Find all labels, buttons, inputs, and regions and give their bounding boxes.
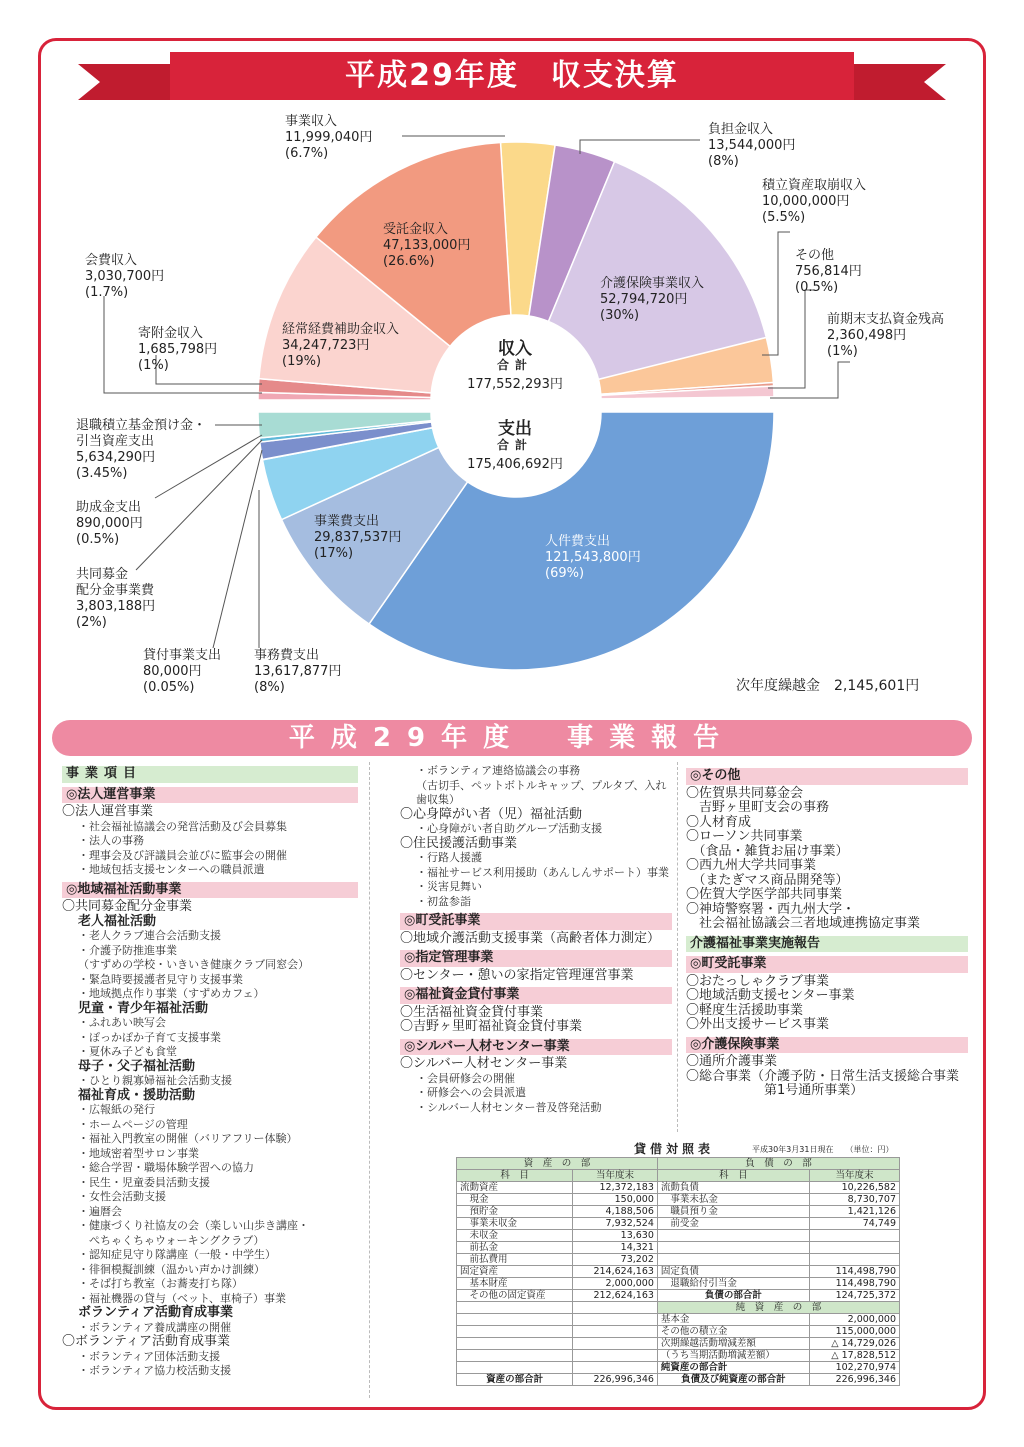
- table-cell: 226,996,346: [809, 1374, 899, 1386]
- list-item: ・遍暦会: [78, 1204, 122, 1218]
- table-cell: 前受金: [657, 1218, 809, 1230]
- list-item: ・会員研修会の開催: [416, 1071, 515, 1085]
- table-cell: [657, 1254, 809, 1266]
- list-item: ・福祉入門教室の開催（バリアフリー体験）: [78, 1132, 298, 1145]
- table-cell: 73,202: [573, 1254, 658, 1266]
- table-cell: 預貯金: [457, 1206, 573, 1218]
- table-cell: 純 資 産 の 部: [657, 1302, 899, 1314]
- table-cell: [457, 1338, 573, 1350]
- table-cell: △ 17,828,512: [809, 1350, 899, 1362]
- table-cell: [809, 1230, 899, 1242]
- table-cell: [457, 1326, 573, 1338]
- table-row: [457, 1230, 900, 1242]
- table-cell: [573, 1338, 658, 1350]
- section-heading: ◎福祉資金貸付事業: [400, 987, 672, 1004]
- table-cell: 固定負債: [657, 1266, 809, 1278]
- income-label-jutaku: 受託金収入 47,133,000円 (26.6%): [383, 222, 471, 269]
- report-column-3: [686, 764, 968, 1099]
- list-item: ・ボランティア協力校活動支援: [78, 1364, 232, 1377]
- income-center-title: 収入: [498, 339, 532, 359]
- table-cell: [457, 1350, 573, 1362]
- table-cell: [657, 1242, 809, 1254]
- table-cell: [573, 1314, 658, 1326]
- table-cell: 職員預り金: [657, 1206, 809, 1218]
- list-item: ・ひとり親寡婦福祉会活動支援: [78, 1074, 232, 1087]
- section-heading: ◎町受託事業: [400, 913, 672, 930]
- table-cell: その他の固定資産: [457, 1290, 573, 1302]
- list-item: ・健康づくり社協友の会（楽しい山歩き講座・: [78, 1219, 309, 1232]
- list-item: ・地域包括支援センターへの職員派遣: [78, 863, 265, 876]
- list-item: （古切手、ペットボトルキャップ、プルタブ、入れ歯収集）: [416, 778, 667, 806]
- table-header-row: [457, 1158, 900, 1170]
- list-item: 福祉育成・援助活動: [78, 1087, 196, 1103]
- income-label-sonota: その他 756,814円 (0.5%): [795, 248, 862, 295]
- list-item: ボランティア活動育成事業: [78, 1305, 233, 1320]
- column-header: 科 目: [457, 1170, 573, 1182]
- table-cell: 4,188,506: [573, 1206, 658, 1218]
- assets-header: 資 産 の 部: [457, 1158, 658, 1170]
- list-item: 〇地域介護活動支援事業（高齢者体力測定）: [400, 930, 661, 946]
- expense-center-title: 支出: [498, 419, 532, 439]
- report-column-2: [400, 764, 672, 1115]
- carryover: 次年度繰越金 2,145,601円: [736, 678, 920, 694]
- list-item: 〇佐賀県共同募金会: [686, 785, 804, 801]
- page-title: 平成29年度 収支決算: [170, 52, 854, 100]
- expense-total: 175,406,692円: [467, 457, 563, 472]
- section-heading: ◎指定管理事業: [400, 950, 672, 967]
- list-item: ・地域密着型サロン事業: [78, 1146, 199, 1160]
- expense-label-jinkenhi: 人件費支出 121,543,800円 (69%): [545, 534, 641, 581]
- table-cell: 8,730,707: [809, 1194, 899, 1206]
- list-item: 〇神埼警察署・西九州大学・: [686, 901, 856, 917]
- liabilities-header: 負 債 の 部: [657, 1158, 899, 1170]
- income-total: 177,552,293円: [467, 377, 563, 392]
- list-item: 母子・父子福祉活動: [78, 1058, 196, 1074]
- balance-sheet-title: 貸借対照表: [634, 1142, 715, 1156]
- balance-sheet-table: [456, 1157, 900, 1386]
- list-item: ・そば打ち教室（お蕎麦打ち隊）: [78, 1277, 243, 1290]
- table-row: [457, 1314, 900, 1326]
- list-item: ・福祉機器の貸与（ベット、車椅子）事業: [78, 1291, 287, 1305]
- section-heading: 事業項目: [62, 766, 358, 783]
- list-item: 〇西九州大学共同事業: [686, 858, 817, 873]
- list-item: ・ホームページの管理: [78, 1117, 188, 1131]
- list-item: ・災害見舞い: [416, 880, 482, 893]
- table-row: [457, 1290, 900, 1302]
- list-item: ・民生・児童委員活動支援: [78, 1175, 210, 1189]
- table-cell: 流動負債: [657, 1182, 809, 1194]
- table-cell: [457, 1314, 573, 1326]
- table-cell: 13,630: [573, 1230, 658, 1242]
- table-cell: 1,421,126: [809, 1206, 899, 1218]
- table-cell: 102,270,974: [809, 1362, 899, 1374]
- list-item: （またぎマス商品開発等）: [686, 872, 849, 888]
- income-label-kaihi: 会費収入 3,030,700円 (1.7%): [85, 253, 165, 300]
- expense-label-jimuhi: 事務費支出 13,617,877円 (8%): [254, 648, 342, 695]
- list-item: 〇おたっしゃクラブ事業: [686, 973, 830, 989]
- table-row: [457, 1254, 900, 1266]
- table-cell: 114,498,790: [809, 1266, 899, 1278]
- table-cell: 事業未払金: [657, 1194, 809, 1206]
- list-item: ・夏休み子ども食堂: [78, 1045, 177, 1058]
- table-cell: [809, 1254, 899, 1266]
- list-item: ・広報紙の発行: [78, 1103, 155, 1116]
- list-item: 〇人材育成: [686, 814, 752, 830]
- list-item: 吉野ヶ里町支会の事務: [686, 800, 830, 815]
- list-item: ・ぽっかぽか子育て支援事業: [78, 1030, 221, 1044]
- table-cell: 150,000: [573, 1194, 658, 1206]
- list-item: 〇センター・憩いの家指定管理運営事業: [400, 967, 634, 983]
- table-row: [457, 1194, 900, 1206]
- table-row: [457, 1362, 900, 1374]
- list-item: 〇法人運営事業: [62, 804, 154, 819]
- list-item: 〇通所介護事業: [686, 1054, 778, 1069]
- section-heading: 介護福祉事業実施報告: [686, 936, 968, 953]
- expense-label-josei: 助成金支出 890,000円 (0.5%): [76, 500, 143, 547]
- expense-sum-label: 合計: [496, 438, 533, 452]
- income-label-hojo: 経常経費補助金収入 34,247,723円 (19%): [282, 322, 400, 369]
- list-item: ・介護予防推進事業: [78, 943, 177, 957]
- table-cell: 124,725,372: [809, 1290, 899, 1302]
- list-item: ・老人クラブ連合会活動支援: [78, 929, 221, 942]
- table-cell: 資産の部合計: [457, 1374, 573, 1386]
- list-item: ・地域拠点作り事業（すずめカフェ）: [78, 987, 265, 1000]
- list-item: 〇心身障がい者（児）福祉活動: [400, 806, 583, 822]
- list-item: ・ボランティア連絡協議会の事務: [416, 764, 581, 777]
- list-item: ・ふれあい映写会: [78, 1016, 166, 1029]
- table-cell: 流動資産: [457, 1182, 573, 1194]
- table-cell: [457, 1302, 573, 1314]
- income-label-kaigo: 介護保険事業収入 52,794,720円 (30%): [600, 276, 705, 323]
- list-item: 〇外出支援サービス事業: [686, 1017, 830, 1032]
- list-item: （食品・雑貨お届け事業）: [686, 843, 849, 859]
- table-cell: 2,000,000: [809, 1314, 899, 1326]
- section-heading: ◎その他: [686, 768, 968, 785]
- income-label-futankin: 負担金収入 13,544,000円 (8%): [708, 122, 796, 169]
- table-row: [457, 1326, 900, 1338]
- list-item: 〇シルバー人材センター事業: [400, 1056, 568, 1071]
- list-item: ・研修会への会員派遣: [416, 1086, 526, 1099]
- list-item: ・シルバー人材センター普及啓発活動: [416, 1100, 602, 1114]
- section-heading: ◎町受託事業: [686, 956, 968, 973]
- table-cell: 事業未収金: [457, 1218, 573, 1230]
- expense-label-taishoku: 退職積立基金預け金・ 引当資産支出 5,634,290円 (3.45%): [76, 418, 207, 481]
- list-item: 〇ボランティア活動育成事業: [62, 1334, 230, 1349]
- table-cell: 74,749: [809, 1218, 899, 1230]
- table-cell: [573, 1362, 658, 1374]
- list-item: ・行路人援護: [416, 851, 482, 864]
- list-item: ・女性会活動支援: [78, 1190, 166, 1203]
- table-row: [457, 1182, 900, 1194]
- list-item: ・認知症見守り隊講座（一般・中学生）: [78, 1248, 276, 1261]
- income-sum-label: 合計: [496, 358, 533, 372]
- table-cell: 負債及び純資産の部合計: [657, 1374, 809, 1386]
- list-item: ・ボランティア団体活動支援: [78, 1349, 221, 1363]
- table-cell: 基本金: [657, 1314, 809, 1326]
- list-item: ぺちゃくちゃウォーキングクラブ）: [78, 1233, 265, 1247]
- expense-label-kashitsuke: 貸付事業支出 80,000円 (0.05%): [143, 648, 222, 695]
- table-cell: 負債の部合計: [657, 1290, 809, 1302]
- list-item: 〇住民援護活動事業: [400, 835, 518, 851]
- table-cell: [457, 1362, 573, 1374]
- income-label-zenki: 前期末支払資金残高 2,360,498円 (1%): [827, 312, 945, 359]
- list-item: 〇吉野ヶ里町福祉資金貸付事業: [400, 1019, 583, 1034]
- column-divider: [677, 762, 678, 1132]
- list-item: ・総合学習・職場体験学習への協力: [78, 1161, 254, 1174]
- list-item: 〇軽度生活援助事業: [686, 1002, 804, 1018]
- table-cell: [573, 1326, 658, 1338]
- list-item: 児童・青少年福祉活動: [78, 1000, 209, 1016]
- list-item: 〇総合事業（介護予防・日常生活支援総合事業: [686, 1068, 960, 1084]
- list-item: ・法人の事務: [78, 834, 144, 847]
- table-header-row: [457, 1170, 900, 1182]
- table-cell: 2,000,000: [573, 1278, 658, 1290]
- table-row: [457, 1266, 900, 1278]
- table-cell: 固定資産: [457, 1266, 573, 1278]
- table-cell: △ 14,729,026: [809, 1338, 899, 1350]
- table-cell: 226,996,346: [573, 1374, 658, 1386]
- table-cell: 10,226,582: [809, 1182, 899, 1194]
- table-row: [457, 1206, 900, 1218]
- table-cell: 未収金: [457, 1230, 573, 1242]
- list-item: 第1号通所事業）: [686, 1083, 864, 1098]
- table-row: [457, 1242, 900, 1254]
- table-row: [457, 1302, 900, 1314]
- list-item: 〇共同募金配分金事業: [62, 899, 193, 914]
- table-cell: 214,624,163: [573, 1266, 658, 1278]
- column-header: 当年度末: [573, 1170, 658, 1182]
- list-item: ・初盆参詣: [416, 894, 471, 908]
- balance-sheet-date: 平成30年3月31日現在 （単位：円）: [752, 1145, 894, 1154]
- table-cell: 115,000,000: [809, 1326, 899, 1338]
- table-cell: 現金: [457, 1194, 573, 1206]
- column-header: 科 目: [657, 1170, 809, 1182]
- table-cell: その他の積立金: [657, 1326, 809, 1338]
- section-heading: ◎介護保険事業: [686, 1037, 968, 1054]
- list-item: 社会福祉協議会三者地域連携協定事業: [686, 916, 921, 931]
- table-cell: [809, 1242, 899, 1254]
- list-item: 〇佐賀大学医学部共同事業: [686, 887, 843, 902]
- table-row: [457, 1278, 900, 1290]
- list-item: 〇ローソン共同事業: [686, 829, 803, 844]
- section-heading: ◎地域福祉活動事業: [62, 882, 358, 899]
- table-cell: [573, 1302, 658, 1314]
- list-item: ・緊急時要援護者見守り支援事業: [78, 972, 243, 986]
- list-item: 〇地域活動支援センター事業: [686, 988, 855, 1003]
- report-column-1: [62, 764, 358, 1379]
- table-cell: [573, 1350, 658, 1362]
- list-item: ・心身障がい者自助グループ活動支援: [416, 822, 603, 835]
- table-row: [457, 1350, 900, 1362]
- list-item: ・理事会及び評議員会並びに監事会の開催: [78, 848, 287, 862]
- table-cell: 114,498,790: [809, 1278, 899, 1290]
- table-cell: 次期繰越活動増減差額: [657, 1338, 809, 1350]
- list-item: ・社会福祉協議会の発営活動及び会員募集: [78, 819, 287, 833]
- list-item: ・福祉サービス利用援助（あんしんサポート）事業: [416, 865, 669, 879]
- table-cell: 前払金: [457, 1242, 573, 1254]
- table-cell: 前払費用: [457, 1254, 573, 1266]
- table-row: [457, 1218, 900, 1230]
- income-label-jigyo: 事業収入 11,999,040円 (6.7%): [285, 114, 373, 161]
- expense-label-kyodo: 共同募金 配分金事業費 3,803,188円 (2%): [76, 567, 156, 630]
- section-heading: ◎シルバー人材センター事業: [400, 1039, 672, 1056]
- expense-label-jigyohi: 事業費支出 29,837,537円 (17%): [314, 514, 402, 561]
- table-row: [457, 1374, 900, 1386]
- list-item: 〇生活福祉資金貸付事業: [400, 1004, 544, 1020]
- income-label-tsumitate: 積立資産取崩収入 10,000,000円 (5.5%): [762, 178, 867, 225]
- list-item: （すずめの学校・いきいき健康クラブ同窓会）: [78, 958, 310, 971]
- list-item: ・徘徊模擬訓練（温かい声かけ訓練）: [78, 1262, 265, 1276]
- report-banner: 平成29年度 事業報告: [52, 720, 972, 756]
- table-cell: （うち当期活動増減差額）: [657, 1350, 809, 1362]
- list-item: ・ボランティア養成講座の開催: [78, 1320, 232, 1334]
- table-cell: 退職給付引当金: [657, 1278, 809, 1290]
- table-row: [457, 1338, 900, 1350]
- column-header: 当年度末: [809, 1170, 899, 1182]
- table-cell: 7,932,524: [573, 1218, 658, 1230]
- table-cell: [657, 1230, 809, 1242]
- table-cell: 基本財産: [457, 1278, 573, 1290]
- list-item: 老人福祉活動: [78, 913, 157, 929]
- table-cell: 純資産の部合計: [657, 1362, 809, 1374]
- income-label-kifu: 寄附金収入 1,685,798円 (1%): [138, 326, 218, 373]
- table-cell: 14,321: [573, 1242, 658, 1254]
- table-cell: 212,624,163: [573, 1290, 658, 1302]
- section-heading: ◎法人運営事業: [62, 787, 358, 804]
- table-cell: 12,372,183: [573, 1182, 658, 1194]
- column-divider: [369, 762, 370, 1398]
